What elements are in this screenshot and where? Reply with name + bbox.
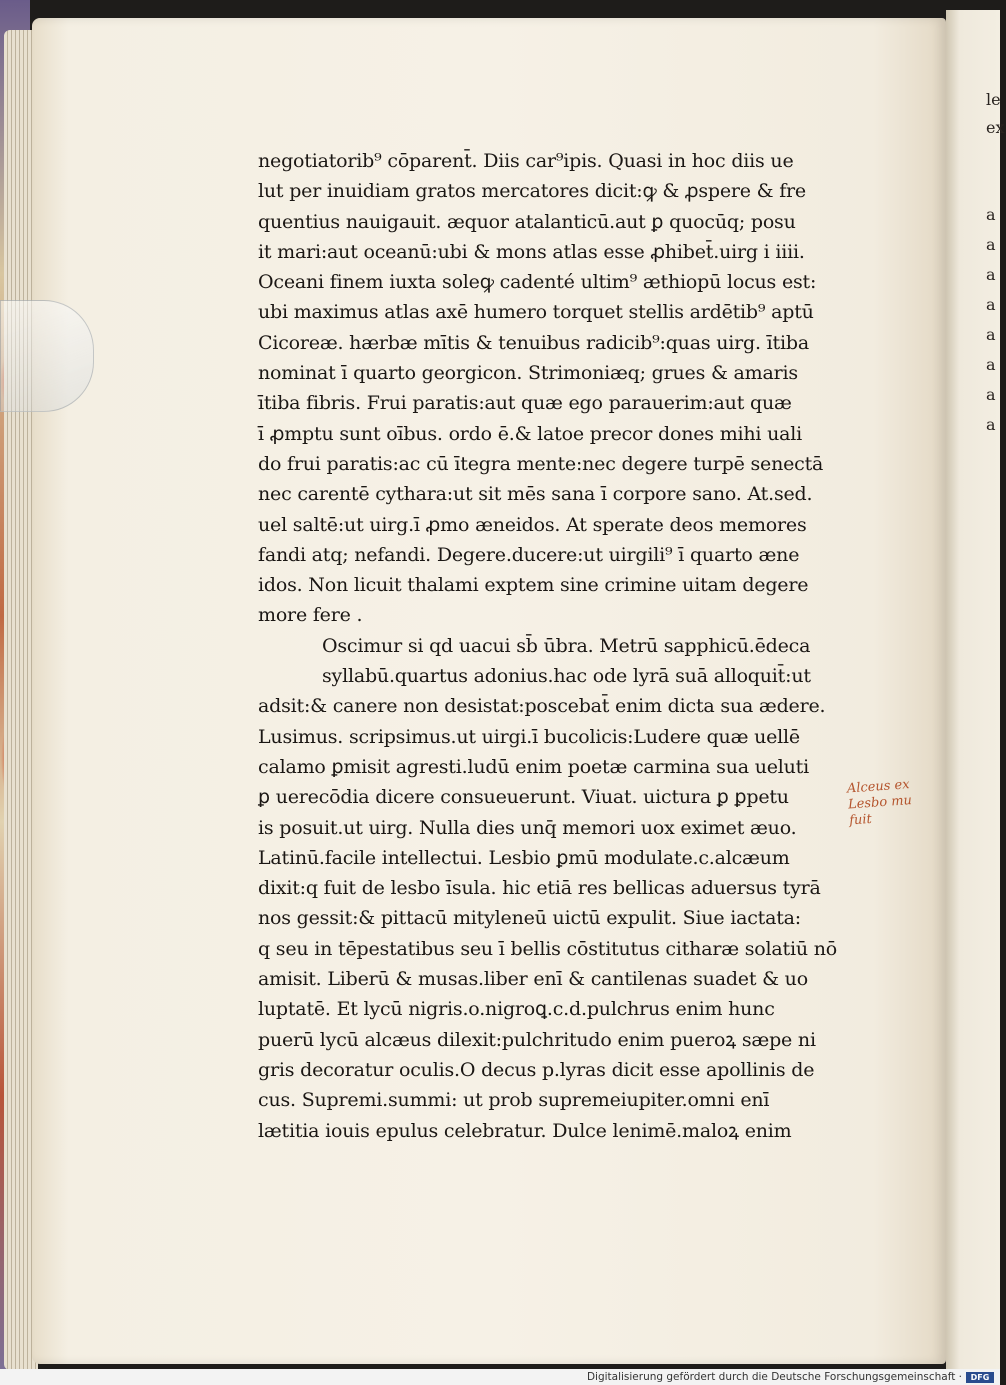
text-line: calamo ꝑmisit agresti.ludū enim poetæ carmina sua ueluti (258, 755, 809, 778)
text-line: is posuit.ut uirg. Nulla dies unq̄ memori uox eximet æuo. (258, 816, 797, 839)
text-line: ī ꝓmptu sunt oībus. ordo ē.& latoe precor dones mihi uali (258, 422, 803, 445)
annotation-line: Alceus ex (846, 777, 911, 797)
text-line: negotiatorib⁹ cōparent̄. Diis car⁹ipis. Quasi in hoc diis ue (258, 150, 794, 172)
text-line: it mari:aut oceanū:ubi & mons atlas esse ꝓhibet̄.uirg i iiii. (258, 240, 805, 263)
footer-credit: Digitalisierung gefördert durch die Deutsche Forschungsgemeinschaft · (586, 1371, 962, 1383)
text-line: dixit:q fuit de lesbo īsula. hic etiā res bellicas aduersus tyrā (258, 877, 821, 900)
text-line: Oceani finem iuxta soleꝙ cadenté ultim⁹ æthiopū locus est: (258, 271, 817, 294)
text-line: Latinū.facile intellectui. Lesbio ꝑmū modulate.c.alcæum (258, 846, 790, 869)
text-line: lut per inuidiam gratos mercatores dicit:ꝙ & ꝓspere & fre (258, 180, 806, 203)
next-page-edge (946, 10, 1005, 1370)
bookmark-clip (0, 300, 94, 412)
next-page-fragment: a (986, 415, 996, 434)
text-line: ꝑ uerecōdia dicere consueuerunt. Viuat. uictura ꝑ ꝑpetu (258, 786, 789, 809)
next-page-fragment: a (986, 355, 996, 374)
annotation-line: Lesbo mu (847, 793, 913, 813)
next-page-fragment: a (986, 325, 996, 344)
text-line: cus. Supremi.summi: ut prob supremeiupiter.omni enī (258, 1089, 770, 1112)
next-page-fragment: a (986, 295, 996, 314)
text-line: quentius nauigauit. æquor atalanticū.aut ꝑ quocūq; posu (258, 210, 796, 233)
marginal-annotation (846, 775, 949, 830)
text-line: idos. Non licuit thalami exptem sine crimine uitam degere (258, 574, 809, 597)
text-line: q seu in tēpestatibus seu ī bellis cōstitutus citharæ solatiū nō (258, 937, 837, 960)
footer-bar (0, 1369, 1000, 1385)
next-page-fragment: ex (986, 118, 1005, 137)
text-line: uel saltē:ut uirg.ī ꝓmo æneidos. At sperate deos memores (258, 513, 807, 536)
next-page-fragment: a (986, 205, 996, 224)
text-line: nominat ī quarto georgicon. Strimoniæq; grues & amaris (258, 362, 798, 385)
text-line: puerū lycū alcæus dilexit:pulchritudo enim pueroꝝ sæpe ni (258, 1028, 816, 1051)
text-line: ītiba fibris. Frui paratis:aut quæ ego parauerim:aut quæ (258, 392, 792, 415)
dfg-logo: DFG (966, 1372, 994, 1383)
next-page-fragment: a (986, 265, 996, 284)
text-line: fandi atq; nefandi. Degere.ducere:ut uirgili⁹ ī quarto æne (258, 543, 800, 566)
text-line: Oscimur si qd uacui sb̄ ūbra. Metrū sapphicū.ēdeca (322, 634, 811, 657)
text-line: gris decoratur oculis.O decus p.lyras dicit esse apollinis de (258, 1058, 815, 1081)
text-line: ubi maximus atlas axē humero torquet stellis ardētib⁹ aptū (258, 301, 814, 324)
text-line: nos gessit:& pittacū mityleneū uictū expulit. Siue iactata: (258, 907, 802, 930)
text-line: nec carentē cythara:ut sit mēs sana ī corpore sano. At.sed. (258, 483, 813, 506)
text-line: Cicoreæ. hærbæ mītis & tenuibus radicib⁹:quas uirg. ītiba (258, 331, 809, 354)
annotation-line: fuit (848, 811, 873, 829)
next-page-fragment: le (986, 90, 1001, 109)
commentary-text (258, 146, 844, 1146)
text-line: amisit. Liberū & musas.liber enī & cantilenas suadet & uo (258, 968, 808, 991)
text-line: adsit:& canere non desistat:poscebat̄ enim dicta sua ædere. (258, 695, 826, 718)
text-line: more fere . (258, 604, 363, 627)
text-line: luptatē. Et lycū nigris.o.nigroꝗ.c.d.pulchrus enim hunc (258, 998, 775, 1021)
text-line: lætitia iouis epulus celebratur. Dulce lenimē.maloꝝ enim (258, 1119, 792, 1142)
text-line: Lusimus. scripsimus.ut uirgi.ī bucolicis:Ludere quæ uellē (258, 725, 800, 748)
next-page-fragment: a (986, 385, 996, 404)
text-line: syllabū.quartus adonius.hac ode lyrā suā alloquit̄:ut (322, 665, 811, 688)
next-page-fragment: a (986, 235, 996, 254)
text-line: do frui paratis:ac cū ītegra mente:nec degere turpē senectā (258, 452, 824, 475)
